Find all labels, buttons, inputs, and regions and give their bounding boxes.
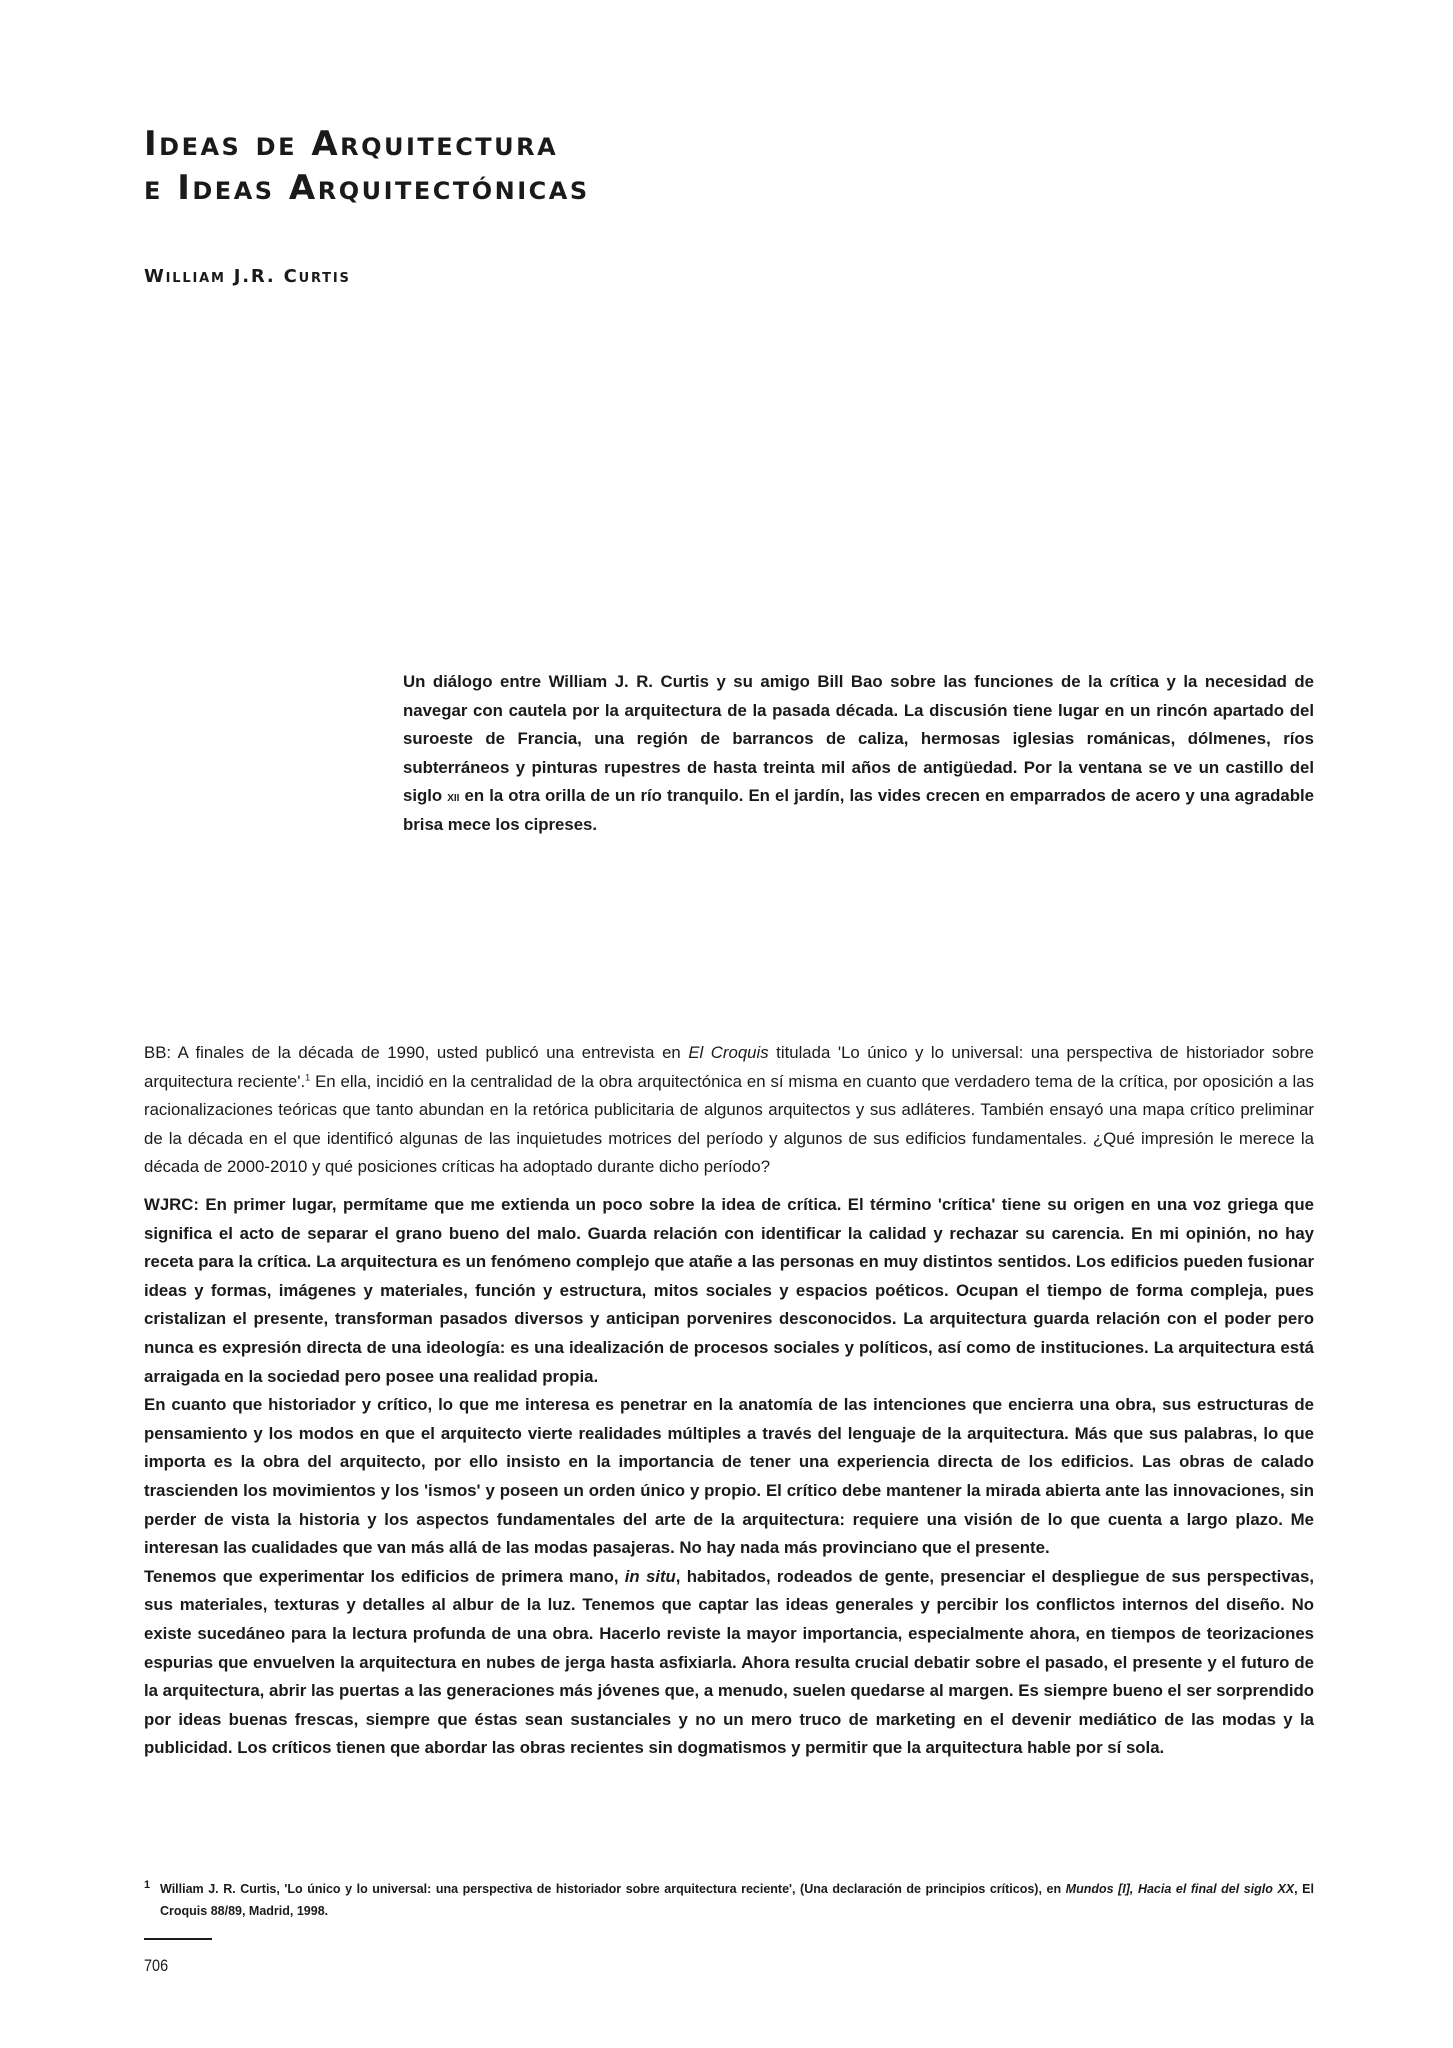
article-title-line-1: Ideas de Arquitectura <box>144 124 559 164</box>
author-name: William J.R. Curtis <box>144 266 351 287</box>
interview-question <box>144 1039 1314 1182</box>
intro-text-start: Un diálogo entre William J. R. Curtis y su amigo Bill Bao sobre las funciones de la crítica y la necesidad de navegar con cautela por la arquitectura de la pasada década. La discusión tiene lugar en un rincón apartado del suroeste de Francia, una región de barrancos de caliza, hermosas iglesias románicas, dólmenes, ríos subterráneos y pinturas rupestres de hasta treinta mil años de antigüedad. Por la ventana se ve un castillo del siglo <box>403 672 1314 806</box>
page-number-rule <box>144 1938 212 1940</box>
answer-paragraph-3 <box>144 1563 1314 1763</box>
interview-answer <box>144 1191 1314 1763</box>
question-text-start: BB: A finales de la década de 1990, usted publicó una entrevista en <box>144 1043 689 1062</box>
footnote-reference: 1 <box>305 1072 311 1082</box>
footnote-italic: Mundos [I], Hacia el final del siglo XX <box>1065 1882 1295 1896</box>
page-number: 706 <box>144 1956 169 1975</box>
intro-century: xii <box>447 788 460 805</box>
footnote-number: 1 <box>144 1879 151 1891</box>
footnote <box>144 1878 1314 1922</box>
answer-paragraph-1: WJRC: En primer lugar, permítame que me extienda un poco sobre la idea de crítica. El término 'crítica' tiene su origen en una voz griega que significa el acto de separar el grano bueno del malo. Guarda relación con identificar la calidad y rechazar su carencia. En mi opinión, no hay receta para la crítica. La arquitectura es un fenómeno complejo que atañe a las personas en muy distintos sentidos. Los edificios pueden fusionar ideas y formas, imágenes y materiales, función y estructura, mitos sociales y espacios poéticos. Ocupan el tiempo de forma compleja, pues cristalizan el presente, transforman pasados diversos y anticipan porvenires desconocidos. La arquitectura guarda relación con el poder pero nunca es expresión directa de una ideología: es una idealización de procesos sociales y políticos, así como de instituciones. La arquitectura está arraigada en la sociedad pero posee una realidad propia. <box>144 1195 1314 1386</box>
question-text-end: En ella, incidió en la centralidad de la obra arquitectónica en sí misma en cuanto que verdadero tema de la crítica, por oposición a las racionalizaciones teóricas que tanto abundan en la retórica publicitaria de algunos arquitectos y sus adláteres. También ensayó una mapa crítico preliminar de la década en el que identificó algunas de las inquietudes motrices del período y algunos de sus edificios fundamentales. ¿Qué impresión le merece la década de 2000-2010 y qué posiciones críticas ha adoptado durante dicho período? <box>144 1071 1314 1177</box>
footnote-text <box>144 1878 1314 1922</box>
answer-p3-italic: in situ <box>624 1566 676 1586</box>
intro-paragraph <box>403 668 1314 840</box>
question-text-middle: titulada 'Lo único y lo universal: una perspectiva de historiador sobre arquitectura reciente'. <box>144 1043 1314 1091</box>
footnote-text-start: William J. R. Curtis, 'Lo único y lo universal: una perspectiva de historiador sobre arquitectura reciente', (Una declaración de principios críticos), en <box>160 1882 1066 1896</box>
answer-p3-start: Tenemos que experimentar los edificios de primera mano, <box>144 1566 625 1586</box>
answer-p3-end: , habitados, rodeados de gente, presenciar el despliegue de sus perspectivas, sus materiales, texturas y detalles al albur de la luz. Tenemos que captar las ideas generales y percibir los conflictos internos del diseño. No existe sucedáneo para la lectura profunda de una obra. Hacerlo reviste la mayor importancia, especialmente ahora, en tiempos de teorizaciones espurias que envuelven la arquitectura en nubes de jerga hasta asfixiarla. Ahora resulta crucial debatir sobre el pasado, el presente y el futuro de la arquitectura, abrir las puertas a las generaciones más jóvenes que, a menudo, suelen quedarse al margen. Es siempre bueno el ser sorprendido por ideas buenas frescas, siempre que éstas sean sustanciales y no un mero truco de marketing en el devenir mediático de las modas y la publicidad. Los críticos tienen que abordar las obras recientes sin dogmatismos y permitir que la arquitectura hable por sí sola. <box>144 1566 1314 1758</box>
answer-paragraph-2: En cuanto que historiador y crítico, lo que me interesa es penetrar en la anatomía de las intenciones que encierra una obra, sus estructuras de pensamiento y los modos en que el arquitecto vierte realidades múltiples a través del lenguaje de la arquitectura. Más que sus palabras, lo que importa es la obra del arquitecto, por ello insisto en la importancia de tener una experiencia directa de los edificios. Las obras de calado trascienden los movimientos y los 'ismos' y poseen un orden único y propio. El crítico debe mantener la mirada abierta ante las innovaciones, sin perder de vista la historia y los aspectos fundamentales del arte de la arquitectura: requiere una visión de lo que cuenta a largo plazo. Me interesan las cualidades que van más allá de las modas pasajeras. No hay nada más provinciano que el presente. <box>144 1395 1314 1558</box>
article-title-line-2: e Ideas Arquitectónicas <box>144 168 590 208</box>
article-title <box>144 122 1144 210</box>
footnote-text-end: , El Croquis 88/89, Madrid, 1998. <box>160 1882 1314 1918</box>
intro-text-end: en la otra orilla de un río tranquilo. En el jardín, las vides crecen en emparrados de acero y una agradable brisa mece los cipreses. <box>403 786 1314 834</box>
magazine-name: El Croquis <box>688 1043 769 1062</box>
